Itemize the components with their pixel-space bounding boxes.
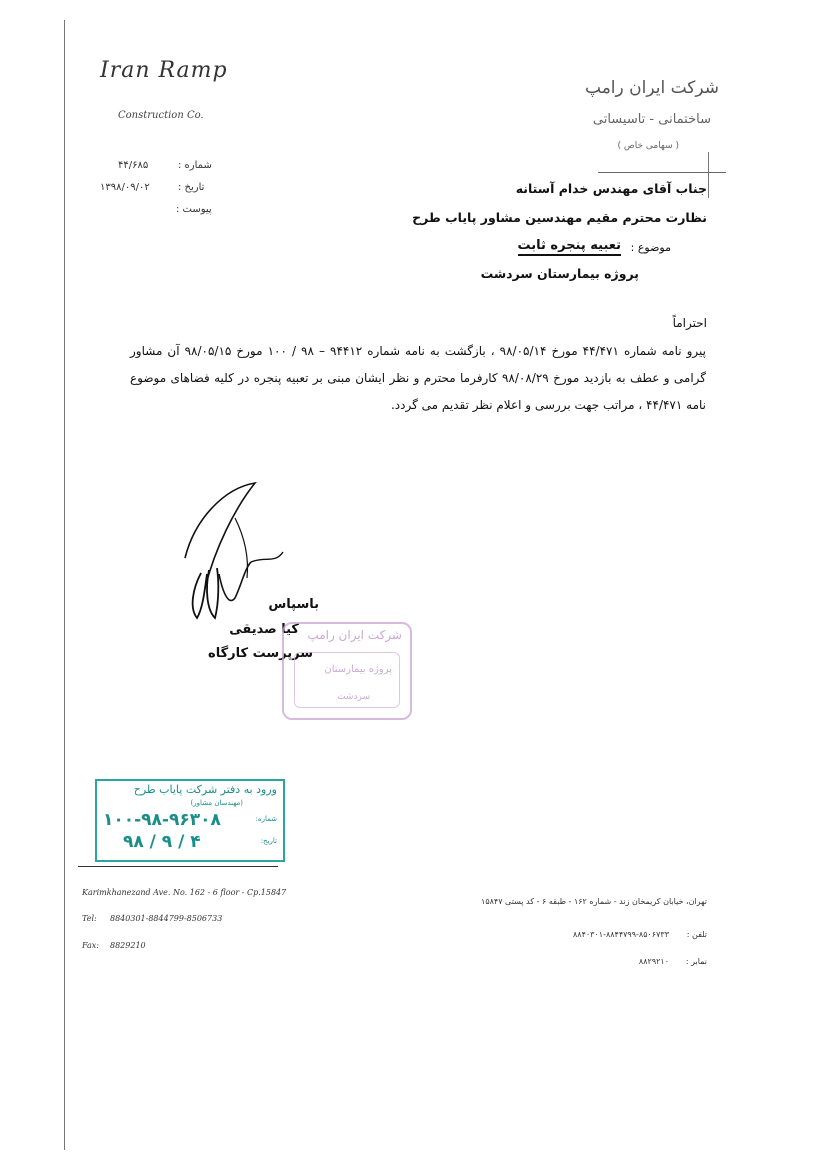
footer-address-fa: تهران، خیابان کریمخان زند - شماره ۱۶۲ - طبقه ۶ - کد پستی ۱۵۸۴۷ xyxy=(481,897,707,906)
project-name: پروژه بیمارستان سردشت xyxy=(480,266,639,281)
company-type-fa: ساختمانی - تاسیساتی xyxy=(592,112,711,127)
footer-fax-label-fa: نمابر : xyxy=(685,957,707,966)
signer-name: کیا صدیقی xyxy=(229,622,299,637)
company-stamp-line2: پروژه بیمارستان xyxy=(324,664,392,675)
left-border-line xyxy=(64,20,65,1150)
receipt-date-value: ۹۸ / ۹ / ۴ xyxy=(123,832,201,852)
company-stamp-line3: سردشت xyxy=(337,692,370,702)
footer-tel-value-en: 8840301-8844799-8506733 xyxy=(110,914,223,923)
letter-body: پیرو نامه شماره ۴۴/۴۷۱ مورخ ۹۸/۰۵/۱۴ ، بازگشت به نامه شماره ۹۴۴۱۲ – ۹۸ / ۱۰۰ مورخ ۹۸/۰۵/۱۵ آن مشاور گرامی و عطف به بازدید مورخ ۹۸/۰۸/۲۹ کارفرما محترم و نظر ایشان مبنی بر تعبیه پنجره در کلیه فضاهای موضوع نامه ۴۴/۴۷۱ ، مراتب جهت بررسی و اعلام نظر تقدیم می گردد. xyxy=(130,344,706,412)
header-divider-vertical xyxy=(708,152,709,198)
letter-date-value: ۱۳۹۸/۰۹/۰۲ xyxy=(100,182,150,193)
receipt-number-label: شماره: xyxy=(255,815,277,823)
brand-logo-en: Iran Ramp xyxy=(100,58,228,83)
receipt-stamp-subtitle: (مهندسان مشاور) xyxy=(190,799,243,807)
closing-thanks: باسپاس xyxy=(268,597,319,612)
company-stamp-line1: شرکت ایران رامپ xyxy=(307,628,402,642)
brand-logo-sub: Construction Co. xyxy=(118,110,204,121)
footer-tel-label-fa: تلفن : xyxy=(686,930,707,939)
receipt-stamp xyxy=(95,779,285,862)
receipt-number-value: ۱۰۰-۹۸-۹۶۳۰۸ xyxy=(103,810,221,830)
company-name-fa: شرکت ایران رامپ xyxy=(585,78,719,98)
company-legal-type-fa: ( سهامی خاص ) xyxy=(617,141,679,151)
footer-fax-value-fa: ۸۸۲۹۲۱۰ xyxy=(638,957,669,966)
header-divider-horizontal xyxy=(598,172,726,173)
salutation: احتراماً xyxy=(672,316,707,330)
subject-label: موضوع : xyxy=(630,241,671,254)
letter-number-value: ۴۴/۶۸۵ xyxy=(118,160,149,171)
letter-number-label: شماره : xyxy=(178,160,212,171)
subject-value: تعبیه پنجره ثابت xyxy=(518,238,622,256)
footer-fax-label-en: Fax: xyxy=(82,941,99,950)
addressee-name: جناب آقای مهندس خدام آستانه xyxy=(515,181,707,196)
footer-address-en: Karimkhanezand Ave. No. 162 - 6 floor - Cp.15847 xyxy=(82,888,287,897)
footer-fax-value-en: 8829210 xyxy=(110,941,146,950)
company-stamp xyxy=(282,622,412,720)
receipt-date-label: تاریخ: xyxy=(260,837,277,845)
letter-date-label: تاریخ : xyxy=(178,182,205,193)
addressee-organization: نظارت محترم مقیم مهندسین مشاور پایاب طرح xyxy=(412,210,707,225)
letter-attachment-label: پیوست : xyxy=(176,204,212,215)
handwritten-signature xyxy=(175,478,295,638)
footer-tel-value-fa: ۸۸۴۰۳۰۱-۸۸۴۴۷۹۹-۸۵۰۶۷۳۳ xyxy=(572,930,669,939)
footer-tel-label-en: Tel: xyxy=(82,914,97,923)
footer-divider-line xyxy=(78,866,278,867)
signer-title: سرپرست کارگاه xyxy=(208,646,313,661)
receipt-stamp-title: ورود به دفتر شرکت پایاب طرح xyxy=(133,783,277,796)
